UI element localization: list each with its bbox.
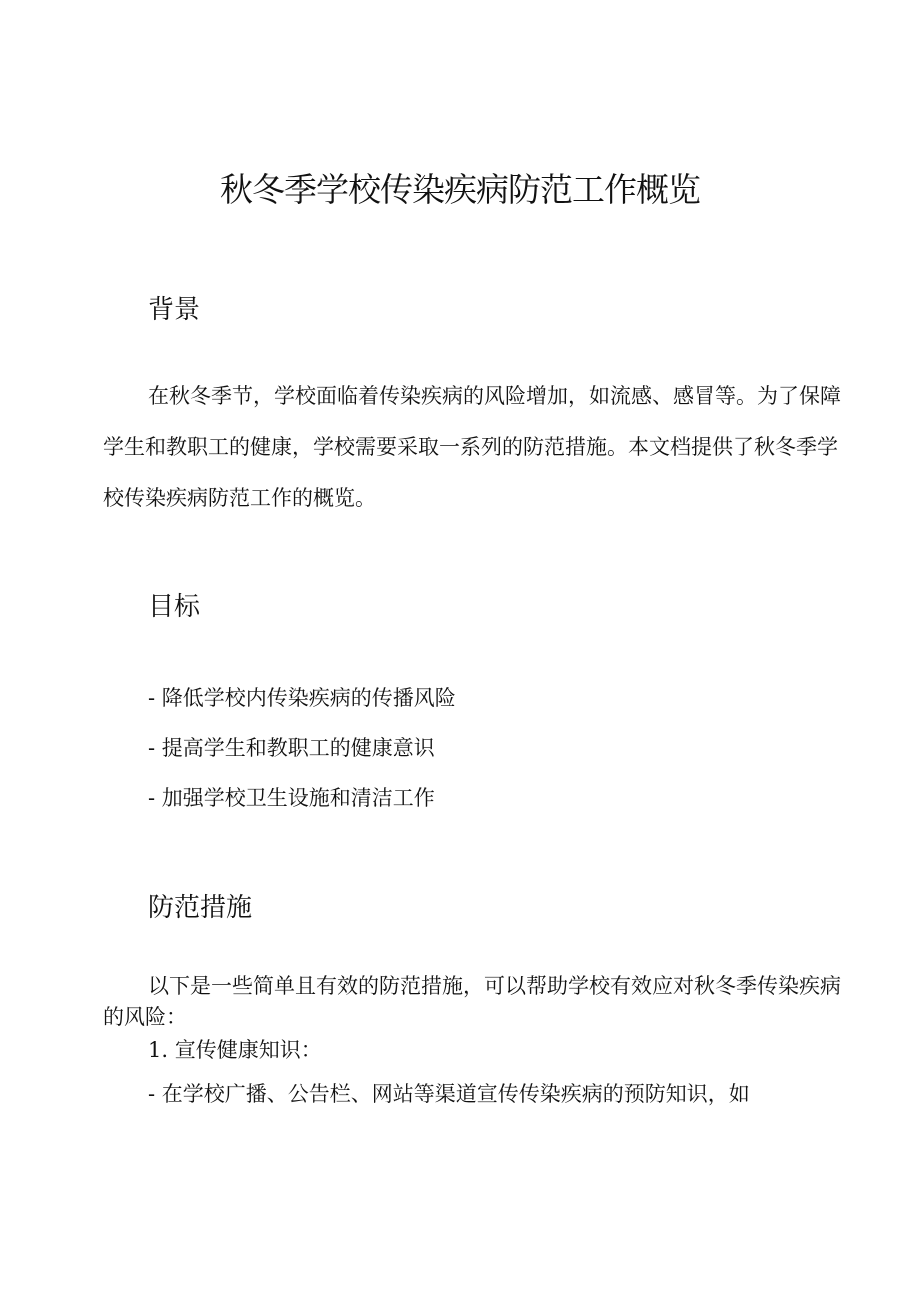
section-heading-background: 背景 — [148, 295, 201, 325]
measure-step-1: 1. 宣传健康知识： — [148, 1038, 322, 1062]
measures-intro-paragraph: 以下是一些简单且有效的防范措施，可以帮助学校有效应对秋冬季传染疾病的风险： — [103, 974, 841, 1029]
background-paragraph: 在秋冬季节，学校面临着传染疾病的风险增加，如流感、感冒等。为了保障学生和教职工的健康，学校需要采取一系列的防范措施。本文档提供了秋冬季学校传染疾病防范工作的概览。 — [103, 384, 841, 510]
list-item: - 加强学校卫生设施和清洁工作 — [148, 786, 435, 810]
list-item: - 降低学校内传染疾病的传播风险 — [148, 686, 456, 710]
measure-step-1-detail: - 在学校广播、公告栏、网站等渠道宣传传染疾病的预防知识，如 — [148, 1082, 750, 1106]
list-item: - 提高学生和教职工的健康意识 — [148, 736, 435, 760]
goals-list — [148, 673, 456, 823]
section-heading-goals: 目标 — [148, 592, 201, 622]
document-title: 秋冬季学校传染疾病防范工作概览 — [220, 170, 700, 209]
section-heading-measures: 防范措施 — [148, 893, 253, 923]
